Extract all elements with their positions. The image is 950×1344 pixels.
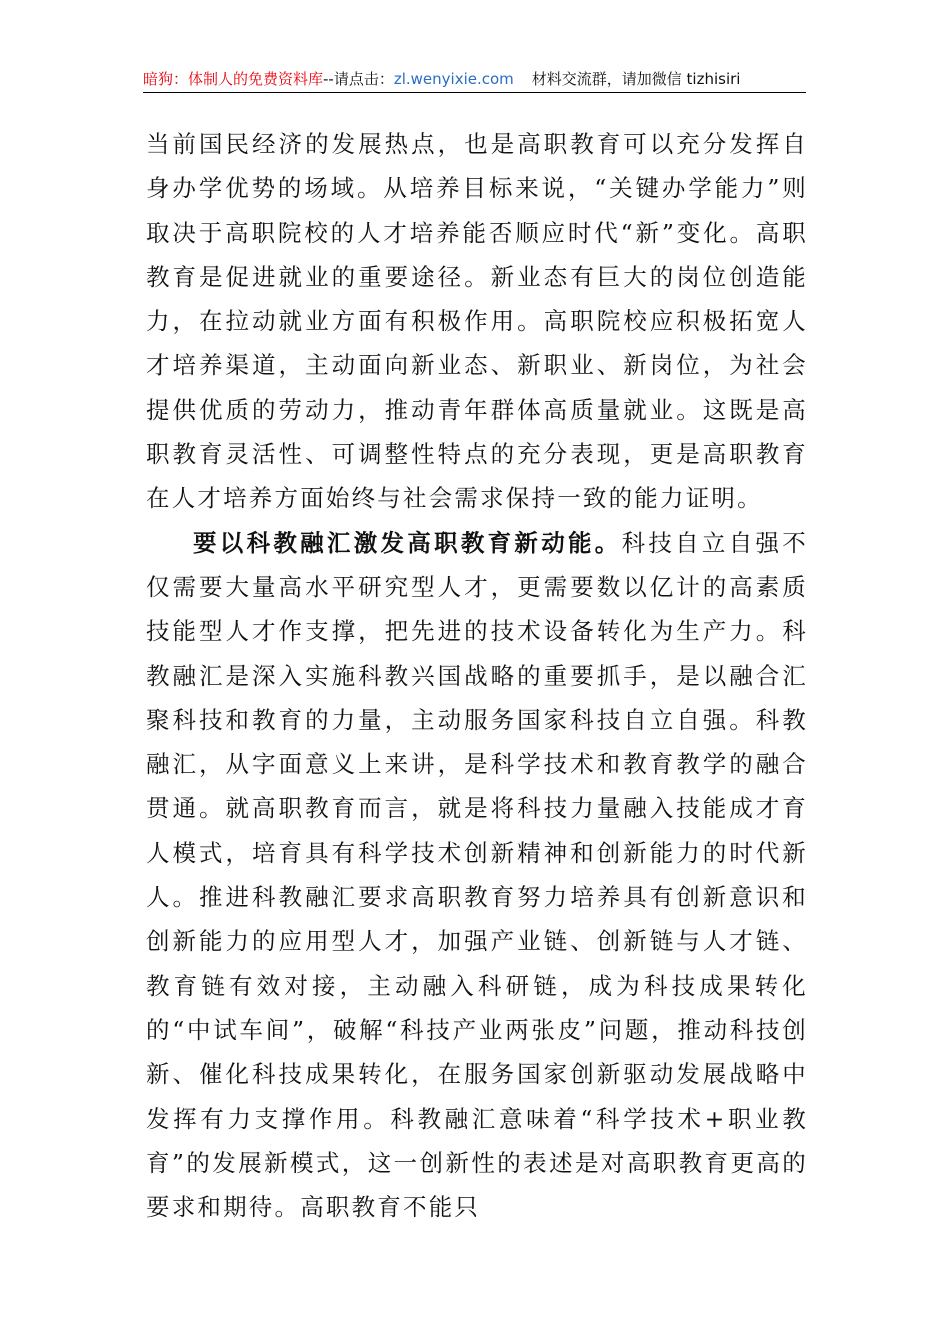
paragraph-2-text: 科技自立自强不仅需要大量高水平研究型人才，更需要数以亿计的高素质技能型人才作支撑，把先进的技术设备转化为生产力。科教融汇是深入实施科教兴国战略的重要抓手，是以融合汇聚科技和教育的力量，主动服务国家科技自立自强。科教融汇，从字面意义上来讲，是科学技术和教育教学的融合贯通。就高职教育而言，就是将科技力量融入技能成才育人模式，培育具有科学技术创新精神和创新能力的时代新人。推进科教融汇要求高职教育努力培养具有创新意识和创新能力的应用型人才，加强产业链、创新链与人才链、教育链有效对接，主动融入科研链，成为科技成果转化的“中试车间”，破解“科技产业两张皮”问题，推动科技创新、催化科技成果转化，在服务国家创新驱动发展战略中发挥有力支撑作用。科教融汇意味着“科学技术+职业教育”的发展新模式，这一创新性的表述是对高职教育更高的要求和期待。高职教育不能只 (146, 528, 808, 1222)
document-body (146, 122, 808, 1229)
header-prompt: --请点击： (323, 70, 394, 88)
page-header (143, 66, 806, 93)
section-heading: 要以科教融汇激发高职教育新动能。 (193, 528, 622, 557)
header-site-link[interactable]: zl.wenyixie.com (393, 70, 514, 88)
paragraph-1: 当前国民经济的发展热点，也是高职教育可以充分发挥自身办学优势的场域。从培养目标来说，“关键办学能力”则取决于高职院校的人才培养能否顺应时代“新”变化。高职教育是促进就业的重要途径。新业态有巨大的岗位创造能力，在拉动就业方面有积极作用。高职院校应积极拓宽人才培养渠道，主动面向新业态、新职业、新岗位，为社会提供优质的劳动力，推动青年群体高质量就业。这既是高职教育灵活性、可调整性特点的充分表现，更是高职教育在人才培养方面始终与社会需求保持一致的能力证明。 (146, 130, 808, 513)
header-contact: 材料交流群，请加微信 tizhisiri (531, 70, 741, 88)
header-brand: 暗狗：体制人的免费资料库 (143, 70, 324, 88)
paragraph-2 (146, 521, 808, 1230)
